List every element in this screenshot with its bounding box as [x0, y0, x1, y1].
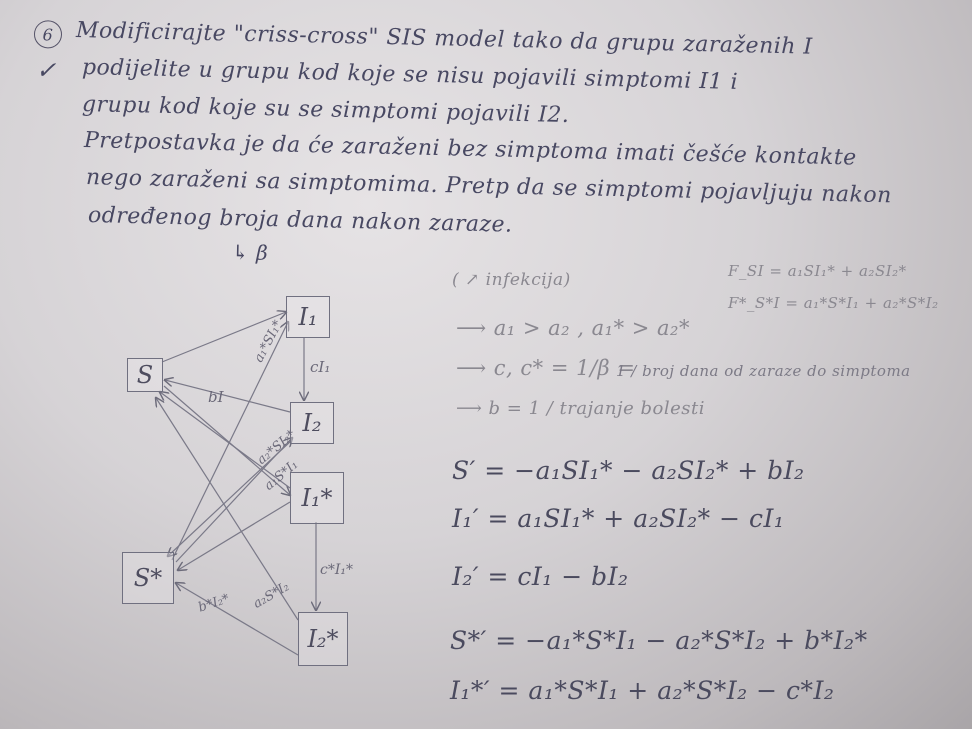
force-of-infection-2: F*_S*I = a₁*S*I₁ + a₂*S*I₂ — [728, 294, 939, 312]
problem-line-4: Pretpostavka je da će zaraženi bez simptoma imati češće kontakte — [83, 128, 857, 171]
node-i1star: I₁* — [290, 472, 344, 524]
force-of-infection-1: F_SI = a₁SI₁* + a₂SI₂* — [728, 262, 907, 280]
label-a1star: a₁*SI₁* — [251, 318, 286, 365]
beta-note: ↳ β — [231, 240, 269, 265]
inequality-note: ⟶ a₁ > a₂ , a₁* > a₂* — [456, 316, 690, 340]
problem-line-5: nego zaraženi sa simptomima. Pretp da se simptomi pojavljuju nakon — [85, 165, 893, 209]
label-b-star: b*I₂* — [196, 591, 232, 616]
label-a2star: a₂*SI₂* — [254, 427, 299, 468]
label-a1: a₁S*I₁ — [261, 457, 302, 494]
problem-line-1: Modificirajte "criss-cross" SIS model tako da grupu zaraženih I — [75, 18, 813, 60]
equation-i2: I₂′ = cI₁ − bI₂ — [452, 562, 629, 591]
equation-s-star: S*′ = −a₁*S*I₁ − a₂*S*I₂ + b*I₂* — [450, 626, 868, 655]
problem-line-3: grupu kod koje su se simptomi pojavili I2. — [81, 92, 570, 129]
edge-i1star-sstar — [178, 502, 290, 570]
problem-line-2: podijelite u grupu kod koje se nisu pojavili simptomi I1 i — [81, 55, 739, 95]
c-definition: ⟶ c, c* = 1/β = — [456, 356, 636, 380]
equation-s: S′ = −a₁SI₁* − a₂SI₂* + bI₂ — [452, 456, 805, 485]
equation-i1: I₁′ = a₁SI₁* + a₂SI₂* − cI₁ — [452, 504, 785, 533]
edge-i2-s — [165, 380, 290, 412]
node-i2star: I₂* — [298, 612, 348, 666]
label-a2: a₂S*I₂ — [250, 579, 292, 612]
problem-line-6: određenog broja dana nakon zaraze. — [87, 203, 513, 238]
c-fraction: 1 / broj dana od zaraze do simptoma — [616, 362, 911, 380]
equation-i1-star: I₁*′ = a₁*S*I₁ + a₂*S*I₂ − c*I₂ — [450, 676, 835, 705]
label-c-star: c*I₁* — [320, 562, 353, 578]
node-sstar: S* — [122, 552, 174, 604]
node-i2: I₂ — [290, 402, 334, 444]
check-mark: ✓ — [35, 56, 57, 85]
infection-label: ( ↗ infekcija) — [452, 270, 571, 290]
label-c-i1: cI₁ — [310, 358, 331, 376]
node-s: S — [127, 358, 163, 392]
node-i1: I₁ — [286, 296, 330, 338]
problem-number: 6 — [34, 20, 63, 49]
label-b-i: bI — [208, 388, 224, 406]
b-definition: ⟶ b = 1 / trajanje bolesti — [456, 398, 705, 419]
